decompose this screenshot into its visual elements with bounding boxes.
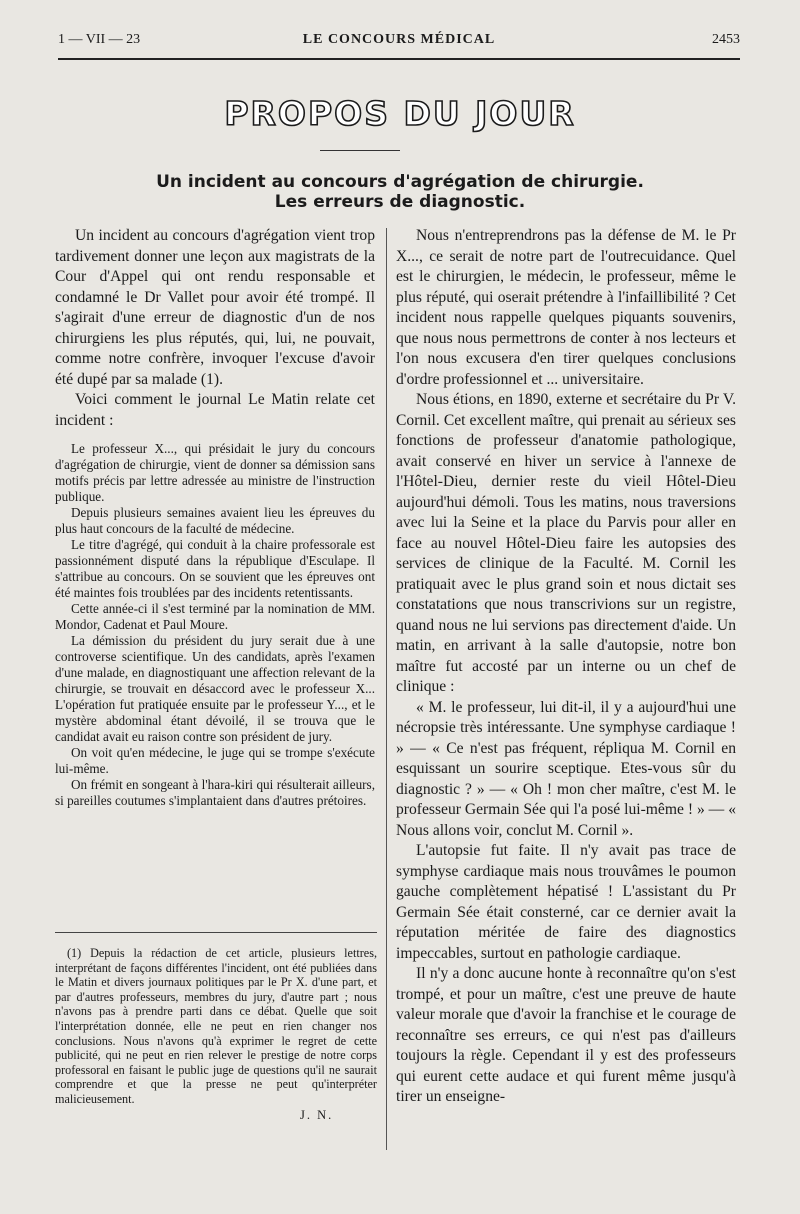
running-header — [58, 32, 740, 54]
author-signature: J. N. — [300, 1108, 334, 1122]
kicker-divider — [320, 150, 400, 151]
lead-in-paragraph: Voici comment le journal Le Matin relate cet incident : — [55, 391, 375, 429]
headline-line-2: Les erreurs de diagnostic. — [274, 192, 526, 212]
intro-paragraph: Un incident au concours d'agrégation vient trop tardivement donner une leçon aux magistrats de la Cour d'Appel qui ont rendu responsable et condamné le Dr Vallet pour avoir été trompé. Il s'agirait d'une erreur de diagnostic d'un de nos chirurgiens les plus réputés, qui, lui, ne pouvait, comme notre confrère, invoquer l'excuse d'avoir été dupé par sa malade (1). — [55, 227, 375, 388]
right-paragraph: « M. le professeur, lui dit-il, il y a aujourd'hui une nécropsie très intéressante. Une symphyse cardiaque ! » — « Ce n'est pas fréquent, répliqua M. Cornil en esquissant un sourire sceptique. Etes-vous sûr du diagnostic ? » — « Oh ! mon cher maître, c'est M. le professeur Germain Sée qui l'a posé lui-même ! » — « Nous allons voir, conclut M. Cornil ». — [396, 698, 736, 839]
journal-title: LE CONCOURS MÉDICAL — [302, 32, 496, 47]
left-column — [55, 226, 375, 809]
quote-paragraph: Cette année-ci il s'est terminé par la nomination de MM. Mondor, Cadenat et Paul Moure. — [55, 601, 375, 632]
quote-paragraph: Depuis plusieurs semaines avaient lieu les épreuves du plus haut concours de la faculté de médecine. — [55, 505, 375, 536]
quote-paragraph: On voit qu'en médecine, le juge qui se trompe s'exécute lui-même. — [55, 745, 375, 776]
quote-paragraph: Le titre d'agrégé, qui conduit à la chaire professorale est passionnément disputé dans la république d'Esculape. Il s'attribue au concours. On se souvient que les épreuves ont été maintes fois troublées par des incidents retentissants. — [55, 537, 375, 600]
quote-paragraph: La démission du président du jury serait due à une controverse scientifique. Un des candidats, après l'examen d'une malade, en diagnostiquant une affection relevant de la chirurgie, se trouvait en désaccord avec le professeur X... L'opération fut pratiquée ensuite par le professeur Y..., et le mystère abdominal étant dévoilé, il se trouva que le candidat avait eu raison contre son président de jury. — [55, 633, 375, 744]
newspaper-quote — [55, 441, 375, 809]
issue-date: 1 — VII — 23 — [58, 32, 141, 47]
right-column — [396, 226, 736, 1108]
quote-paragraph: On frémit en songeant à l'hara-kiri qui résulterait ailleurs, si pareilles coutumes s'implantaient dans d'autres prétoires. — [55, 777, 375, 808]
right-paragraph: L'autopsie fut faite. Il n'y avait pas trace de symphyse cardiaque mais nous trouvâmes le poumon gauche complètement hépatisé ! L'assistant du Pr Germain Sée était consterné, car ce dernier avait la réputation méritée de faire des diagnostics impeccables, surtout en pathologie cardiaque. — [396, 842, 736, 962]
right-paragraph: Nous n'entreprendrons pas la défense de M. le Pr X..., ce serait de notre part de l'outrecuidance. Quel est le chirurgien, le médecin, le professeur, même le plus réputé, qui oserait prétendre à l'infaillibilité ? Cet incident nous rappelle quelques piquants souvenirs, que nous nous permettrons de conter à nos lecteurs et l'on nous excusera d'en tirer quelques conclusions d'ordre professionnel et ... universitaire. — [396, 227, 736, 388]
section-kicker: PROPOS DU JOUR — [224, 94, 576, 133]
header-rule — [58, 58, 740, 60]
page-number: 2453 — [712, 32, 740, 47]
right-paragraph: Nous étions, en 1890, externe et secrétaire du Pr V. Cornil. Cet excellent maître, qui prenait au sérieux ses fonctions de professeur d'anatomie pathologique, avait conservé en hiver un service à l'annexe de l'Hôtel-Dieu, dernier reste du vieil Hôtel-Dieu aujourd'hui démoli. Tous les matins, nous traversions avec lui la Seine et la place du Parvis pour aller en face au nouvel Hôtel-Dieu faire les autopsies des services de clinique de la Faculté. M. Cornil les pratiquait avec le plus grand soin et nous dictait ses constatations que nous transcrivions sur un registre, quand nous ne lui servions pas directement d'aide. Un matin, en arrivant à la salle d'autopsie, notre bon maître fut accosté par un interne ou un chef de clinique : — [396, 391, 736, 695]
column-separator — [386, 228, 387, 1150]
right-paragraph: Il n'y a donc aucune honte à reconnaître qu'on s'est trompé, et pour un maître, c'est une preuve de haute valeur morale que d'avoir la franchise et le courage de reconnaître ses erreurs, ce qui n'est pas d'ailleurs toujours la règle. Cependant il y est des professeurs qui eurent cette audace et qui furent même jusqu'à tirer un enseigne- — [396, 965, 736, 1105]
headline-line-1: Un incident au concours d'agrégation de chirurgie. — [156, 172, 644, 192]
article-headline — [0, 172, 800, 212]
footnote: (1) Depuis la rédaction de cet article, plusieurs lettres, interprétant de façons différentes l'incident, ont été publiées dans le Matin et divers journaux politiques par le Pr X. d'une part, et par d'autres professeurs, membres du jury, d'autre part ; nous n'avons pas à prendre parti dans ce débat. Quelle que soit l'interprétation donnée, elle ne peut en rien changer nos conclusions. Nous n'avons qu'à exprimer le regret de cette publicité, qui ne peut en rien relever le prestige de notre corps professoral en faisant le public juge de questions qu'il ne saurait comprendre et que la presse ne peut qu'interpréter malicieusement. — [55, 946, 377, 1106]
quote-paragraph: Le professeur X..., qui présidait le jury du concours d'agrégation de chirurgie, vient de donner sa démission sans motifs précis par lettre adressée au ministre de l'instruction publique. — [55, 441, 375, 504]
footnote-rule — [55, 932, 377, 933]
